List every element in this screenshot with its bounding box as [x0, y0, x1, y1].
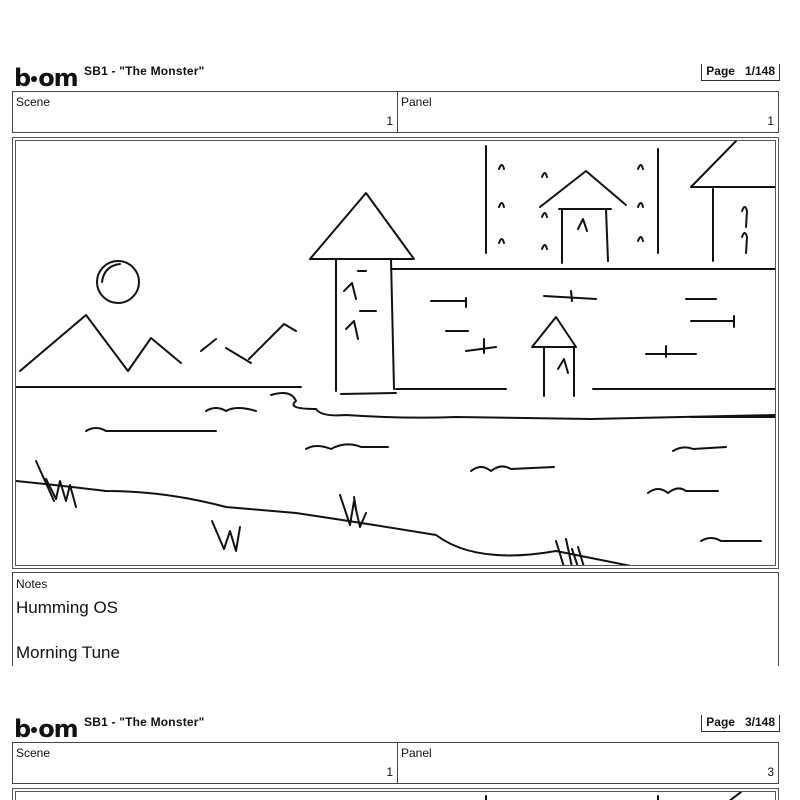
- sketch-drawing: [16, 792, 776, 800]
- scene-cell: [13, 92, 398, 132]
- page-number: 1/148: [744, 64, 775, 78]
- document-title: SB1 - "The Monster": [84, 64, 205, 78]
- sketch-drawing: [16, 141, 776, 566]
- panel-cell: [398, 92, 778, 132]
- notes-label: Notes: [16, 577, 48, 591]
- scene-label: Scene: [16, 95, 51, 109]
- panel-value: 3: [767, 765, 774, 779]
- logo-text-left: b: [14, 64, 31, 92]
- scene-value: 1: [386, 765, 393, 779]
- panel-cell: [398, 743, 778, 783]
- panel-drawing-area: [15, 140, 776, 566]
- boom-logo: [14, 66, 78, 90]
- document-title: SB1 - "The Monster": [84, 715, 205, 729]
- scene-panel-header: [12, 742, 779, 784]
- scene-panel-header: [12, 91, 779, 133]
- panel-label: Panel: [401, 95, 432, 109]
- page-label: Page: [706, 64, 735, 78]
- scene-value: 1: [386, 114, 393, 128]
- page-indicator: [701, 64, 780, 81]
- note-line-2: Morning Tune: [16, 643, 120, 662]
- note-line-1: Humming OS: [16, 598, 119, 617]
- panel-value: 1: [767, 114, 774, 128]
- scene-label: Scene: [16, 746, 51, 760]
- boom-logo: [14, 717, 78, 741]
- page-label: Page: [706, 715, 735, 729]
- storyboard-panel: [12, 137, 779, 569]
- storyboard-panel: [12, 788, 779, 800]
- scene-cell: [13, 743, 398, 783]
- notes-section: [12, 572, 779, 666]
- logo-text-right: om: [38, 715, 78, 743]
- panel-drawing-area: [15, 791, 776, 800]
- page-number: 3/148: [744, 715, 775, 729]
- panel-label: Panel: [401, 746, 432, 760]
- logo-text-right: om: [38, 64, 78, 92]
- page-indicator: [701, 715, 780, 732]
- logo-text-left: b: [14, 715, 31, 743]
